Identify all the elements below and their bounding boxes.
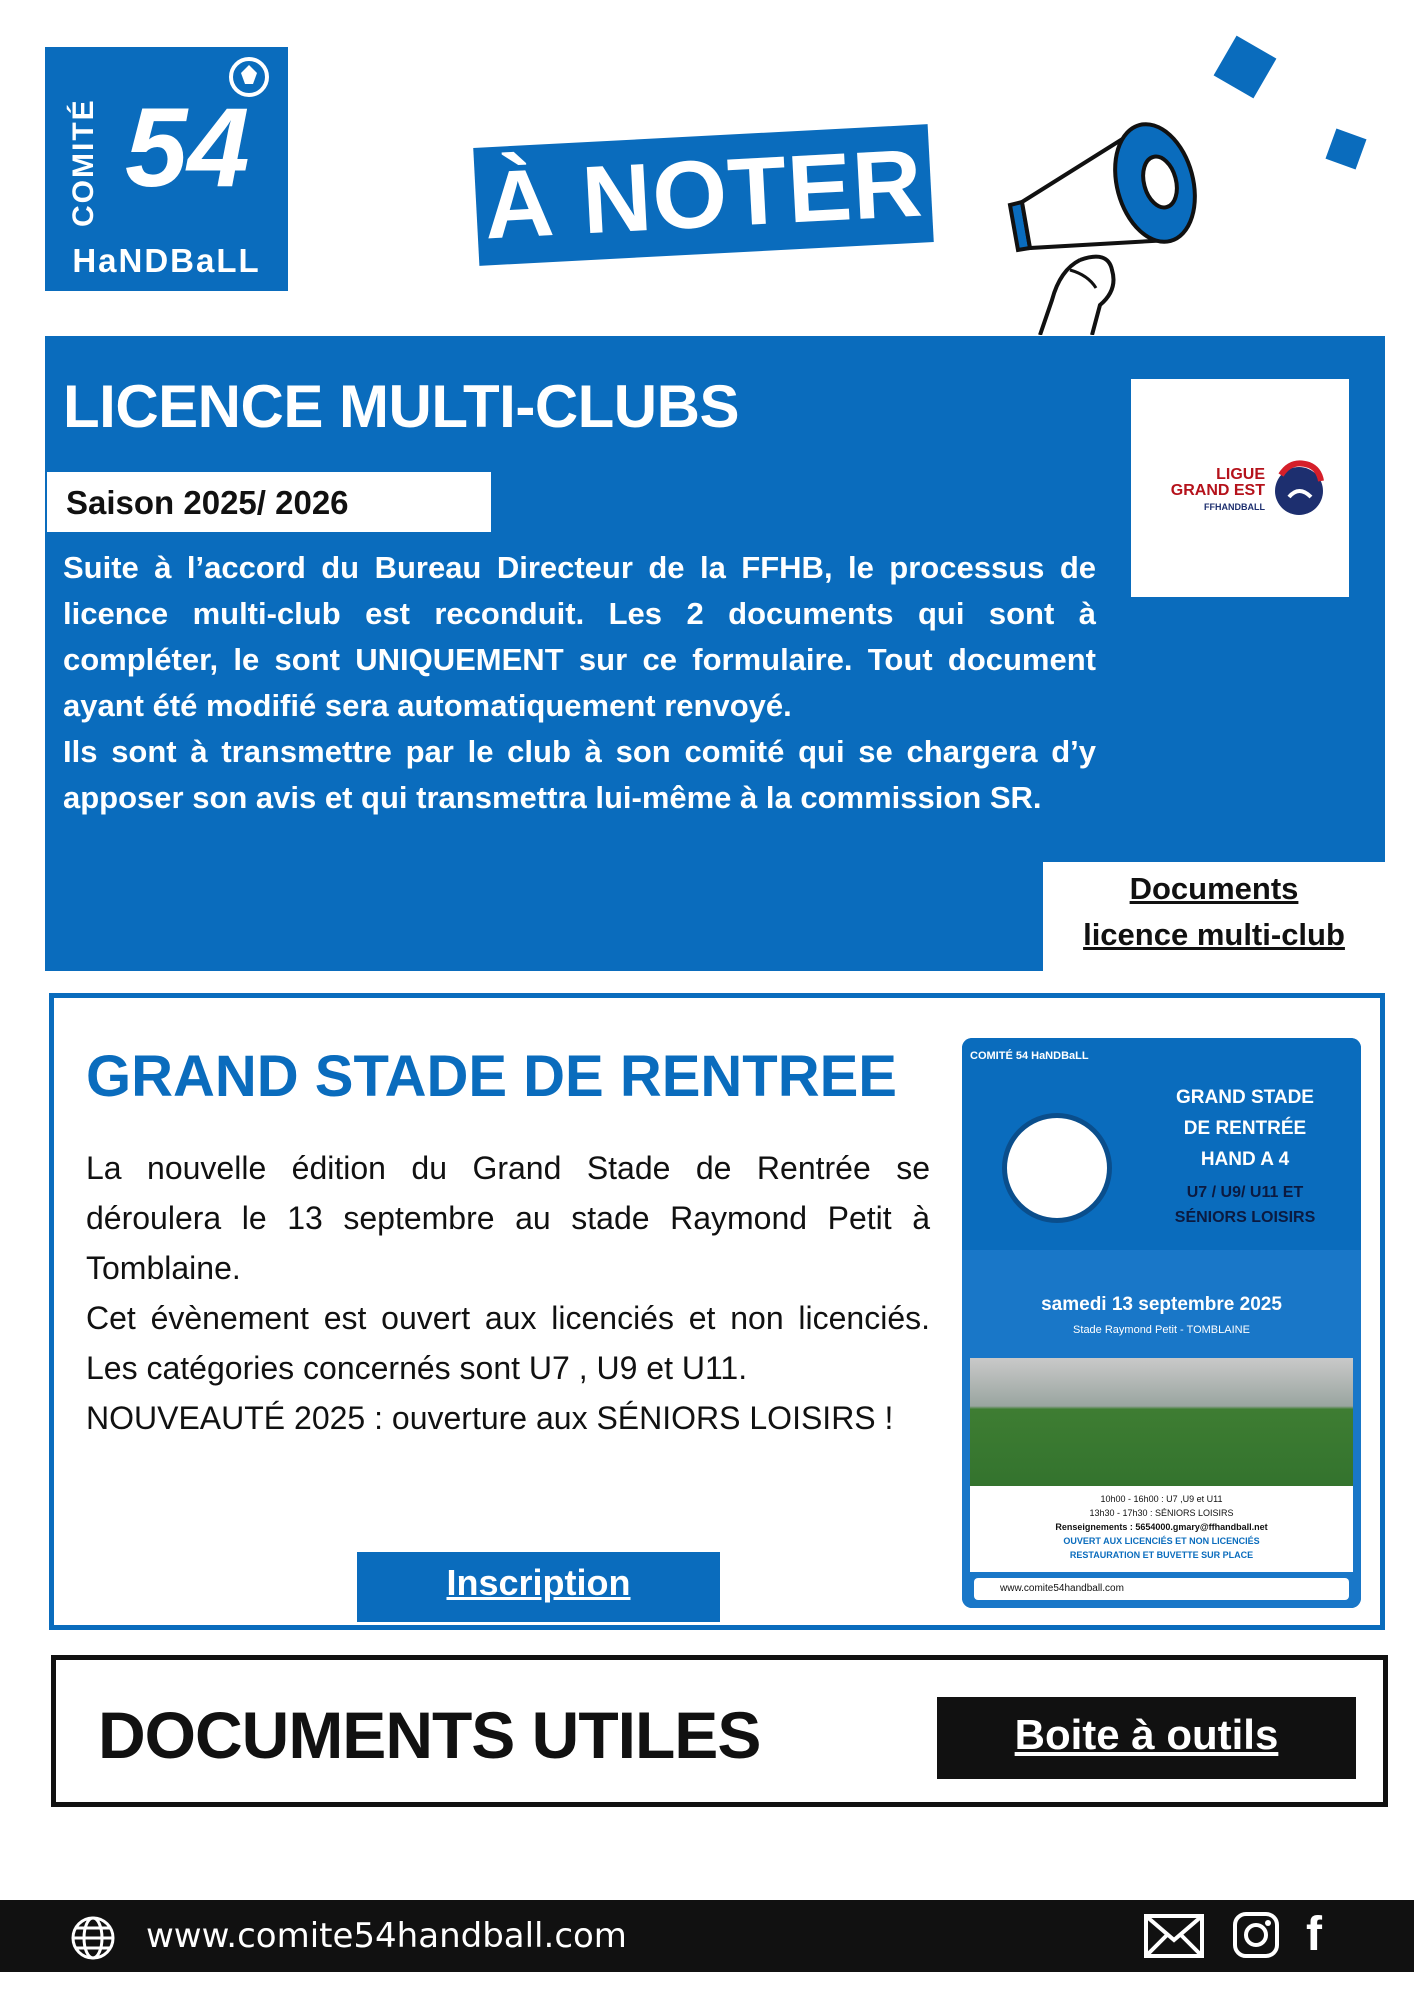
- poster-website: www.comite54handball.com: [974, 1578, 1349, 1600]
- toolbox-button[interactable]: Boite à outils: [1014, 1711, 1279, 1758]
- poster-title-line2: DE RENTRÉE: [1183, 1118, 1307, 1139]
- poster-info-line4: OUVERT AUX LICENCIÉS ET NON LICENCIÉS: [1063, 1536, 1260, 1546]
- megaphone-icon: [1000, 110, 1210, 335]
- poster-ball-icon: [1002, 1113, 1112, 1223]
- poster-title-line3: HAND A 4: [1200, 1149, 1290, 1170]
- globe-icon: [70, 1915, 116, 1961]
- poster-info: [970, 1486, 1353, 1572]
- ligue-grand-est-logo: [1131, 379, 1349, 597]
- mail-icon[interactable]: [1143, 1913, 1205, 1959]
- poster-info-line1: 10h00 - 16h00 : U7 ,U9 et U11: [1100, 1494, 1223, 1504]
- poster-logo: COMITÉ 54 HaNDBaLL: [970, 1050, 1089, 1062]
- stade-paragraph-1: La nouvelle édition du Grand Stade de Rentrée se déroulera le 13 septembre au stade Raymond Petit à Tomblaine.: [86, 1150, 930, 1286]
- poster-title: [1140, 1082, 1350, 1175]
- poster-info-line5: RESTAURATION ET BUVETTE SUR PLACE: [1069, 1550, 1254, 1560]
- deco-square: [1214, 36, 1277, 99]
- poster-info-line2: 13h30 - 17h30 : SÉNIORS LOISIRS: [1089, 1508, 1234, 1518]
- stade-title: GRAND STADE DE RENTREE: [86, 1044, 897, 1109]
- ball-icon: [225, 53, 273, 101]
- page-title: À NOTER: [473, 124, 934, 266]
- season-label: Saison 2025/ 2026: [66, 484, 349, 521]
- poster-cats-line1: U7 / U9/ U11 ET: [1186, 1184, 1304, 1201]
- licence-title: LICENCE MULTI-CLUBS: [63, 373, 739, 440]
- poster-info-line3: Renseignements : 5654000.gmary@ffhandball.net: [1055, 1522, 1268, 1532]
- documents-licence-link[interactable]: [1043, 866, 1385, 958]
- licence-body: [63, 545, 1096, 821]
- ligue-logo-line2: GRAND EST: [1170, 482, 1265, 499]
- ligue-logo-line3: FFHANDBALL: [1204, 502, 1265, 512]
- stade-body: [86, 1143, 930, 1443]
- rooster-icon: [1269, 457, 1329, 519]
- stade-paragraph-2: Cet évènement est ouvert aux licenciés et non licenciés. Les catégories concernés sont U7 , U9 et U11.: [86, 1300, 930, 1386]
- ligue-logo-line1: LIGUE: [1216, 466, 1265, 483]
- event-poster: [962, 1038, 1361, 1608]
- logo-number: 54: [125, 85, 250, 210]
- inscription-button[interactable]: Inscription: [446, 1562, 631, 1603]
- licence-paragraph-1: Suite à l’accord du Bureau Directeur de la FFHB, le processus de licence multi-club est reconduit. Les 2 documents qui sont à compléter, le sont UNIQUEMENT sur ce formulaire. Tout document ayant été modifié sera automatiquement renvoyé.: [63, 550, 1096, 723]
- documents-title: DOCUMENTS UTILES: [98, 1698, 761, 1772]
- comite-logo: [45, 47, 288, 291]
- deco-square-small: [1325, 128, 1366, 169]
- footer-website[interactable]: www.comite54handball.com: [146, 1916, 627, 1956]
- stade-paragraph-3: NOUVEAUTÉ 2025 : ouverture aux SÉNIORS LOISIRS !: [86, 1400, 894, 1436]
- poster-cats-line2: SÉNIORS LOISIRS: [1174, 1209, 1316, 1226]
- licence-paragraph-2: Ils sont à transmettre par le club à son comité qui se chargera d’y apposer son avis et qui transmettra lui-même à la commission SR.: [63, 734, 1096, 815]
- poster-title-line1: GRAND STADE: [1176, 1087, 1314, 1108]
- instagram-icon[interactable]: [1232, 1911, 1280, 1959]
- poster-categories: [1140, 1180, 1350, 1230]
- documents-link-line1: Documents: [1129, 871, 1299, 906]
- facebook-icon[interactable]: f: [1306, 1908, 1322, 1961]
- poster-date: samedi 13 septembre 2025: [1041, 1294, 1282, 1315]
- documents-link-line2: licence multi-club: [1083, 917, 1345, 952]
- poster-place: Stade Raymond Petit - TOMBLAINE: [1073, 1324, 1250, 1336]
- logo-handball-text: HaNDBaLL: [72, 242, 261, 279]
- logo-comite-text: COMITÉ: [67, 98, 100, 227]
